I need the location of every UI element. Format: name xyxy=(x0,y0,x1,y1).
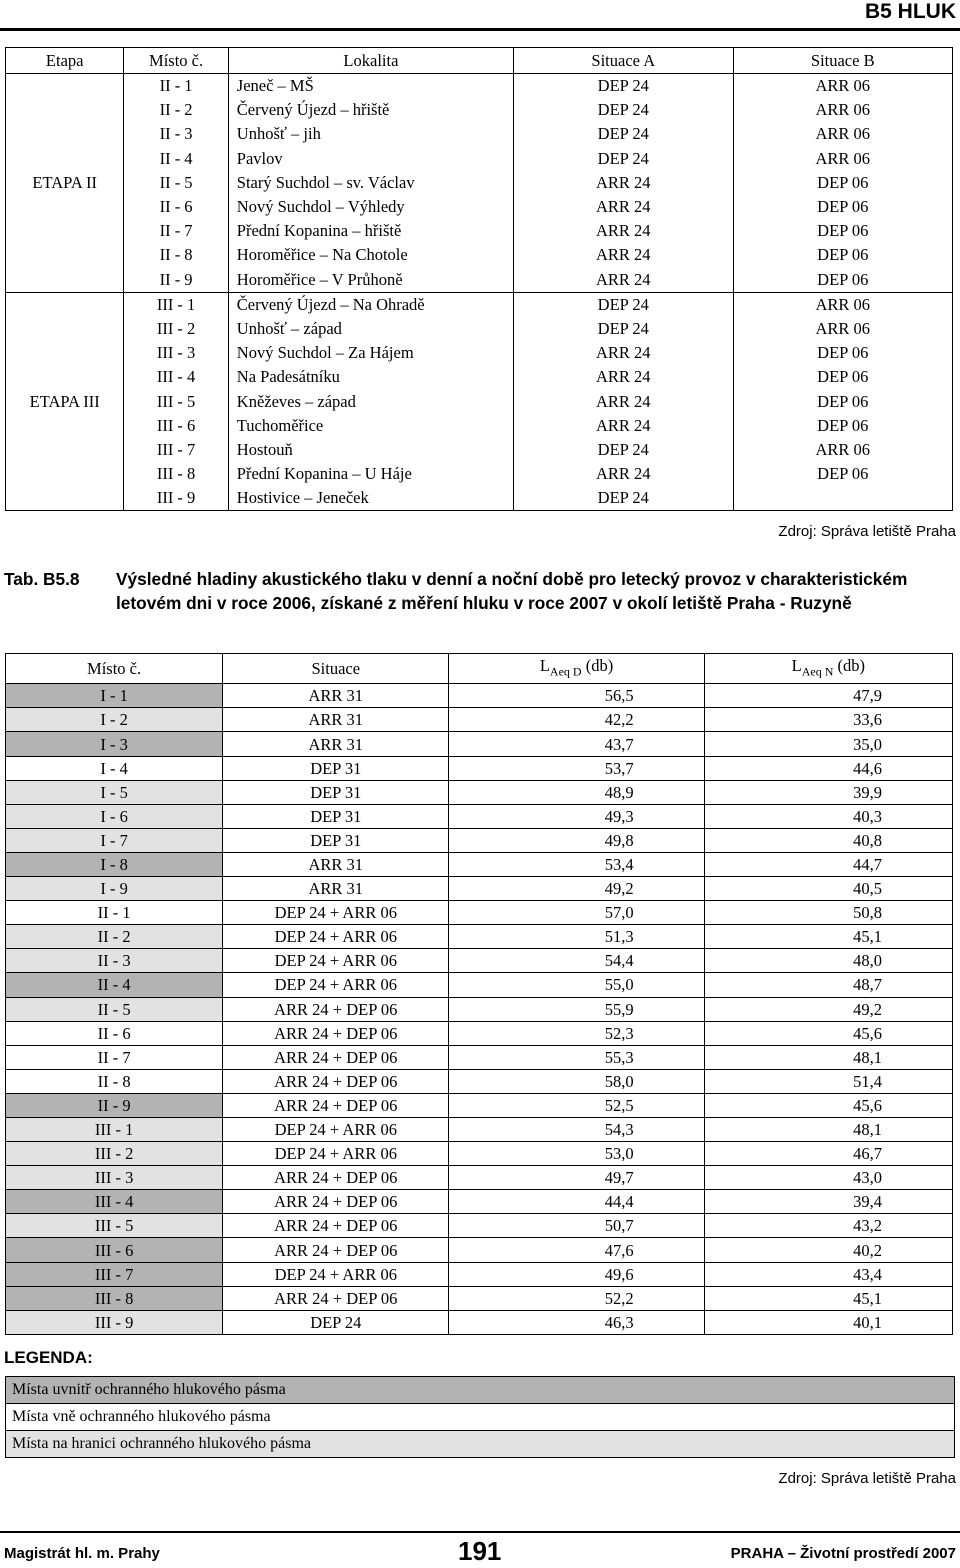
situace-a-cell: DEP 24 xyxy=(514,438,733,462)
misto-cell: III - 8 xyxy=(6,1286,223,1310)
legend-item: Místa uvnitř ochranného hlukového pásma xyxy=(6,1377,954,1404)
situace-a-cell: ARR 24 xyxy=(514,341,733,365)
laeq-day-cell: 50,7 xyxy=(449,1214,704,1238)
situace-b-cell: DEP 06 xyxy=(817,391,869,411)
situace-a-cell: DEP 24 xyxy=(514,317,733,341)
situace-cell: DEP 24 + ARR 06 xyxy=(223,949,449,973)
footer-publisher: Magistrát hl. m. Prahy xyxy=(4,1545,160,1562)
misto-cell: II - 8 xyxy=(124,243,228,267)
table-row xyxy=(6,268,953,293)
header-misto: Místo č. xyxy=(124,48,228,74)
misto-cell: II - 5 xyxy=(124,171,228,195)
table-row xyxy=(6,949,953,973)
table-row xyxy=(6,1190,953,1214)
situace-b-cell: ARR 06 xyxy=(733,74,953,99)
laeq-night-cell: 45,6 xyxy=(704,1021,952,1045)
situace-cell: DEP 31 xyxy=(223,756,449,780)
laeq-night-cell: 49,2 xyxy=(704,997,952,1021)
situace-a-cell: DEP 24 xyxy=(514,292,733,317)
legend-item: Místa vně ochranného hlukového pásma xyxy=(6,1404,954,1431)
laeq-night-cell: 40,8 xyxy=(704,828,952,852)
misto-cell: I - 9 xyxy=(6,877,223,901)
situace-b-cell: ARR 06 xyxy=(815,439,871,459)
misto-cell: I - 6 xyxy=(6,804,223,828)
laeq-day-cell: 43,7 xyxy=(449,732,704,756)
situace-a-cell: ARR 24 xyxy=(514,268,733,293)
lokalita-cell: Starý Suchdol – sv. Václav xyxy=(228,171,513,195)
table-row xyxy=(6,732,953,756)
misto-cell: II - 5 xyxy=(6,997,223,1021)
misto-cell: I - 5 xyxy=(6,780,223,804)
lokalita-cell: Pavlov xyxy=(228,147,513,171)
laeq-day-cell: 48,9 xyxy=(449,780,704,804)
table-row xyxy=(6,925,953,949)
situace-b-cell: ARR 06 xyxy=(815,148,871,168)
laeq-day-cell: 58,0 xyxy=(449,1069,704,1093)
footer-rule xyxy=(0,1531,960,1533)
situace-a-cell: ARR 24 xyxy=(514,171,733,195)
table-row xyxy=(6,1142,953,1166)
laeq-day-cell: 55,0 xyxy=(449,973,704,997)
misto-cell: III - 6 xyxy=(6,1238,223,1262)
situace-cell: ARR 24 + DEP 06 xyxy=(223,997,449,1021)
laeq-day-cell: 49,7 xyxy=(449,1166,704,1190)
laeq-day-cell: 49,6 xyxy=(449,1262,704,1286)
header-situace: Situace xyxy=(223,654,449,684)
table-row xyxy=(6,1021,953,1045)
table-row xyxy=(6,462,953,486)
table-row xyxy=(6,486,953,511)
lokalita-cell: Červený Újezd – hřiště xyxy=(228,98,513,122)
table-row xyxy=(6,1262,953,1286)
laeq-night-cell: 40,2 xyxy=(704,1238,952,1262)
lokalita-cell: Kněževes – západ xyxy=(228,389,513,413)
section-header: B5 HLUK xyxy=(864,0,956,23)
situace-b-cell: DEP 06 xyxy=(817,221,869,241)
laeq-night-cell: 35,0 xyxy=(704,732,952,756)
misto-cell: I - 1 xyxy=(6,684,223,708)
situace-a-cell: DEP 24 xyxy=(514,486,733,511)
laeq-night-cell: 50,8 xyxy=(704,901,952,925)
situace-b-cell: DEP 06 xyxy=(817,197,869,217)
situace-cell: ARR 24 + DEP 06 xyxy=(223,1166,449,1190)
laeq-day-cell: 51,3 xyxy=(449,925,704,949)
laeq-day-cell: 57,0 xyxy=(449,901,704,925)
situace-cell: ARR 24 + DEP 06 xyxy=(223,1190,449,1214)
laeq-night-cell: 33,6 xyxy=(704,708,952,732)
laeq-day-cell: 47,6 xyxy=(449,1238,704,1262)
laeq-night-cell: 48,1 xyxy=(704,1045,952,1069)
misto-cell: III - 3 xyxy=(124,341,228,365)
laeq-night-cell: 44,6 xyxy=(704,756,952,780)
misto-cell: III - 3 xyxy=(6,1166,223,1190)
misto-cell: III - 4 xyxy=(6,1190,223,1214)
table-row xyxy=(6,684,953,708)
table-row xyxy=(6,317,953,341)
laeq-day-cell: 49,8 xyxy=(449,828,704,852)
situace-a-cell: ARR 24 xyxy=(514,195,733,219)
laeq-day-cell: 42,2 xyxy=(449,708,704,732)
table-row xyxy=(6,877,953,901)
lokalita-cell: Hostivice – Jeneček xyxy=(228,486,513,511)
misto-cell: I - 8 xyxy=(6,852,223,876)
table-row xyxy=(6,973,953,997)
laeq-night-cell: 48,7 xyxy=(704,973,952,997)
misto-cell: II - 1 xyxy=(124,74,228,99)
laeq-night-cell: 45,1 xyxy=(704,925,952,949)
lokalita-cell: Přední Kopanina – hřiště xyxy=(228,219,513,243)
laeq-night-cell: 43,4 xyxy=(704,1262,952,1286)
lokalita-cell: Horoměřice – Na Chotole xyxy=(228,243,513,267)
footer-title: PRAHA – Životní prostředí 2007 xyxy=(730,1545,956,1562)
laeq-night-cell: 46,7 xyxy=(704,1142,952,1166)
lokalita-cell: Jeneč – MŠ xyxy=(228,74,513,99)
lokalita-cell: Unhošť – jih xyxy=(228,122,513,146)
situace-cell: DEP 24 + ARR 06 xyxy=(223,925,449,949)
misto-cell: III - 5 xyxy=(124,389,228,413)
table-row xyxy=(6,1093,953,1117)
flight-situations-table xyxy=(5,47,953,511)
laeq-night-cell: 44,7 xyxy=(704,852,952,876)
misto-cell: III - 1 xyxy=(6,1117,223,1141)
situace-cell: DEP 24 + ARR 06 xyxy=(223,1117,449,1141)
situace-cell: ARR 24 + DEP 06 xyxy=(223,1021,449,1045)
misto-cell: II - 4 xyxy=(6,973,223,997)
misto-cell: I - 4 xyxy=(6,756,223,780)
situace-a-cell: ARR 24 xyxy=(514,219,733,243)
laeq-night-cell: 45,6 xyxy=(704,1093,952,1117)
situace-a-cell: ARR 24 xyxy=(514,414,733,438)
table-row xyxy=(6,828,953,852)
misto-cell: II - 7 xyxy=(124,219,228,243)
misto-cell: II - 6 xyxy=(6,1021,223,1045)
lokalita-cell: Unhošť – západ xyxy=(228,317,513,341)
situace-cell: ARR 31 xyxy=(223,684,449,708)
misto-cell: III - 7 xyxy=(6,1262,223,1286)
situace-cell: ARR 31 xyxy=(223,852,449,876)
situace-cell: ARR 24 + DEP 06 xyxy=(223,1069,449,1093)
misto-cell: II - 7 xyxy=(6,1045,223,1069)
table-row xyxy=(6,1310,953,1334)
laeq-night-cell: 47,9 xyxy=(704,684,952,708)
misto-cell: II - 4 xyxy=(124,147,228,171)
table-row xyxy=(6,98,953,122)
table-row xyxy=(6,1166,953,1190)
laeq-night-cell: 40,5 xyxy=(704,877,952,901)
misto-cell: II - 9 xyxy=(124,268,228,293)
table-row xyxy=(6,1238,953,1262)
misto-cell: III - 6 xyxy=(124,414,228,438)
misto-cell: I - 7 xyxy=(6,828,223,852)
legend xyxy=(5,1376,955,1458)
lokalita-cell: Červený Újezd – Na Ohradě xyxy=(228,292,513,317)
table2-source: Zdroj: Správa letiště Praha xyxy=(778,1470,956,1487)
misto-cell: III - 2 xyxy=(124,317,228,341)
situace-b-cell: DEP 06 xyxy=(817,269,869,289)
laeq-day-cell: 49,2 xyxy=(449,877,704,901)
laeq-day-cell: 55,9 xyxy=(449,997,704,1021)
misto-cell: III - 7 xyxy=(124,438,228,462)
caption-text: Výsledné hladiny akustického tlaku v denní a noční době pro letecký provoz v charakteristickém letovém dni v roce 2006, získané z měření hluku v roce 2007 v okolí letiště Praha - Ruzyně xyxy=(116,569,908,613)
situace-b-cell xyxy=(733,486,953,511)
situace-b-cell: DEP 06 xyxy=(817,464,869,484)
situace-cell: ARR 24 + DEP 06 xyxy=(223,1093,449,1117)
table-row xyxy=(6,438,953,462)
page-number: 191 xyxy=(458,1536,502,1566)
laeq-day-cell: 56,5 xyxy=(449,684,704,708)
laeq-night-cell: 48,1 xyxy=(704,1117,952,1141)
situace-b-cell: ARR 06 xyxy=(815,318,871,338)
laeq-night-cell: 40,1 xyxy=(704,1310,952,1334)
misto-cell: II - 1 xyxy=(6,901,223,925)
misto-cell: II - 6 xyxy=(124,195,228,219)
table-row xyxy=(6,74,953,99)
situace-cell: ARR 24 + DEP 06 xyxy=(223,1286,449,1310)
situace-cell: ARR 31 xyxy=(223,732,449,756)
misto-cell: II - 3 xyxy=(124,122,228,146)
situace-b-cell: DEP 06 xyxy=(817,343,869,363)
table-row xyxy=(6,414,953,438)
table-row xyxy=(6,341,953,365)
header-misto: Místo č. xyxy=(6,654,223,684)
situace-b-cell: ARR 06 xyxy=(815,100,871,120)
header-etapa: Etapa xyxy=(6,48,124,74)
situace-cell: ARR 24 + DEP 06 xyxy=(223,1238,449,1262)
header-laeq-night: $L_{Aeq N}$ (db) xyxy=(704,654,952,684)
table-row xyxy=(6,219,953,243)
misto-cell: III - 5 xyxy=(6,1214,223,1238)
situace-b-cell: ARR 06 xyxy=(815,124,871,144)
misto-cell: II - 3 xyxy=(6,949,223,973)
header-situace-b: Situace B xyxy=(733,48,953,74)
lokalita-cell: Nový Suchdol – Za Hájem xyxy=(228,341,513,365)
situace-a-cell: ARR 24 xyxy=(514,243,733,267)
misto-cell: III - 4 xyxy=(124,365,228,389)
table-row xyxy=(6,292,953,317)
situace-cell: ARR 24 + DEP 06 xyxy=(223,1214,449,1238)
misto-cell: I - 3 xyxy=(6,732,223,756)
laeq-day-cell: 52,2 xyxy=(449,1286,704,1310)
situace-b-cell: DEP 06 xyxy=(817,172,869,192)
misto-cell: III - 9 xyxy=(124,486,228,511)
table2-header-row xyxy=(6,654,953,684)
legend-item: Místa na hranici ochranného hlukového pásma xyxy=(6,1431,954,1457)
table-row xyxy=(6,1069,953,1093)
laeq-night-cell: 51,4 xyxy=(704,1069,952,1093)
situace-b-cell: DEP 06 xyxy=(817,245,869,265)
laeq-day-cell: 52,5 xyxy=(449,1093,704,1117)
table-row xyxy=(6,1286,953,1310)
laeq-day-cell: 52,3 xyxy=(449,1021,704,1045)
table-row xyxy=(6,804,953,828)
lokalita-cell: Horoměřice – V Průhoně xyxy=(228,268,513,293)
lokalita-cell: Hostouň xyxy=(228,438,513,462)
situace-a-cell: DEP 24 xyxy=(514,74,733,99)
legend-title: LEGENDA: xyxy=(4,1348,93,1367)
situace-cell: DEP 24 + ARR 06 xyxy=(223,973,449,997)
situace-cell: ARR 31 xyxy=(223,877,449,901)
situace-cell: DEP 24 xyxy=(223,1310,449,1334)
laeq-night-cell: 39,9 xyxy=(704,780,952,804)
misto-cell: III - 8 xyxy=(124,462,228,486)
table-row xyxy=(6,901,953,925)
lokalita-cell: Tuchoměřice xyxy=(228,414,513,438)
situace-cell: DEP 24 + ARR 06 xyxy=(223,1262,449,1286)
situace-a-cell: ARR 24 xyxy=(514,462,733,486)
laeq-day-cell: 53,4 xyxy=(449,852,704,876)
header-rule xyxy=(0,28,960,31)
table-row xyxy=(6,997,953,1021)
etapa-cell: ETAPA II xyxy=(6,74,124,293)
table-row xyxy=(6,780,953,804)
laeq-day-cell: 53,7 xyxy=(449,756,704,780)
misto-cell: II - 9 xyxy=(6,1093,223,1117)
table-row xyxy=(6,1117,953,1141)
situace-cell: DEP 24 + ARR 06 xyxy=(223,901,449,925)
situace-b-cell: DEP 06 xyxy=(817,367,869,387)
table-row xyxy=(6,147,953,171)
table-row xyxy=(6,389,953,413)
misto-cell: III - 9 xyxy=(6,1310,223,1334)
situace-b-cell: ARR 06 xyxy=(733,292,953,317)
misto-cell: II - 2 xyxy=(124,98,228,122)
situace-a-cell: DEP 24 xyxy=(514,147,733,171)
header-situace-a: Situace A xyxy=(514,48,733,74)
misto-cell: III - 1 xyxy=(124,292,228,317)
table-row xyxy=(6,852,953,876)
laeq-night-cell: 48,0 xyxy=(704,949,952,973)
table-row xyxy=(6,1214,953,1238)
table-row xyxy=(6,122,953,146)
situace-cell: ARR 24 + DEP 06 xyxy=(223,1045,449,1069)
lokalita-cell: Na Padesátníku xyxy=(228,365,513,389)
misto-cell: II - 2 xyxy=(6,925,223,949)
situace-a-cell: ARR 24 xyxy=(514,389,733,413)
table-row xyxy=(6,1045,953,1069)
situace-a-cell: ARR 24 xyxy=(514,365,733,389)
situace-cell: ARR 31 xyxy=(223,708,449,732)
misto-cell: III - 2 xyxy=(6,1142,223,1166)
table-row xyxy=(6,365,953,389)
table-row xyxy=(6,195,953,219)
table1-source: Zdroj: Správa letiště Praha xyxy=(778,523,956,540)
table1-header-row xyxy=(6,48,953,74)
laeq-night-cell: 39,4 xyxy=(704,1190,952,1214)
laeq-day-cell: 46,3 xyxy=(449,1310,704,1334)
laeq-day-cell: 54,3 xyxy=(449,1117,704,1141)
lokalita-cell: Přední Kopanina – U Háje xyxy=(228,462,513,486)
laeq-night-cell: 45,1 xyxy=(704,1286,952,1310)
laeq-night-cell: 43,0 xyxy=(704,1166,952,1190)
situace-cell: DEP 31 xyxy=(223,780,449,804)
header-laeq-day: $L_{Aeq D}$ (db) xyxy=(449,654,704,684)
laeq-day-cell: 55,3 xyxy=(449,1045,704,1069)
laeq-night-cell: 43,2 xyxy=(704,1214,952,1238)
table-row xyxy=(6,708,953,732)
header-lokalita: Lokalita xyxy=(228,48,513,74)
laeq-day-cell: 44,4 xyxy=(449,1190,704,1214)
table-row xyxy=(6,243,953,267)
situace-a-cell: DEP 24 xyxy=(514,98,733,122)
misto-cell: II - 8 xyxy=(6,1069,223,1093)
lokalita-cell: Nový Suchdol – Výhledy xyxy=(228,195,513,219)
misto-cell: I - 2 xyxy=(6,708,223,732)
situace-a-cell: DEP 24 xyxy=(514,122,733,146)
noise-levels-table xyxy=(5,653,953,1335)
laeq-day-cell: 49,3 xyxy=(449,804,704,828)
situace-cell: DEP 24 + ARR 06 xyxy=(223,1142,449,1166)
laeq-day-cell: 53,0 xyxy=(449,1142,704,1166)
situace-cell: DEP 31 xyxy=(223,804,449,828)
laeq-day-cell: 54,4 xyxy=(449,949,704,973)
etapa-cell: ETAPA III xyxy=(6,292,124,511)
situace-cell: DEP 31 xyxy=(223,828,449,852)
caption-label: Tab. B5.8 xyxy=(4,569,80,589)
laeq-night-cell: 40,3 xyxy=(704,804,952,828)
table-row xyxy=(6,171,953,195)
table-row xyxy=(6,756,953,780)
situace-b-cell: DEP 06 xyxy=(817,415,869,435)
